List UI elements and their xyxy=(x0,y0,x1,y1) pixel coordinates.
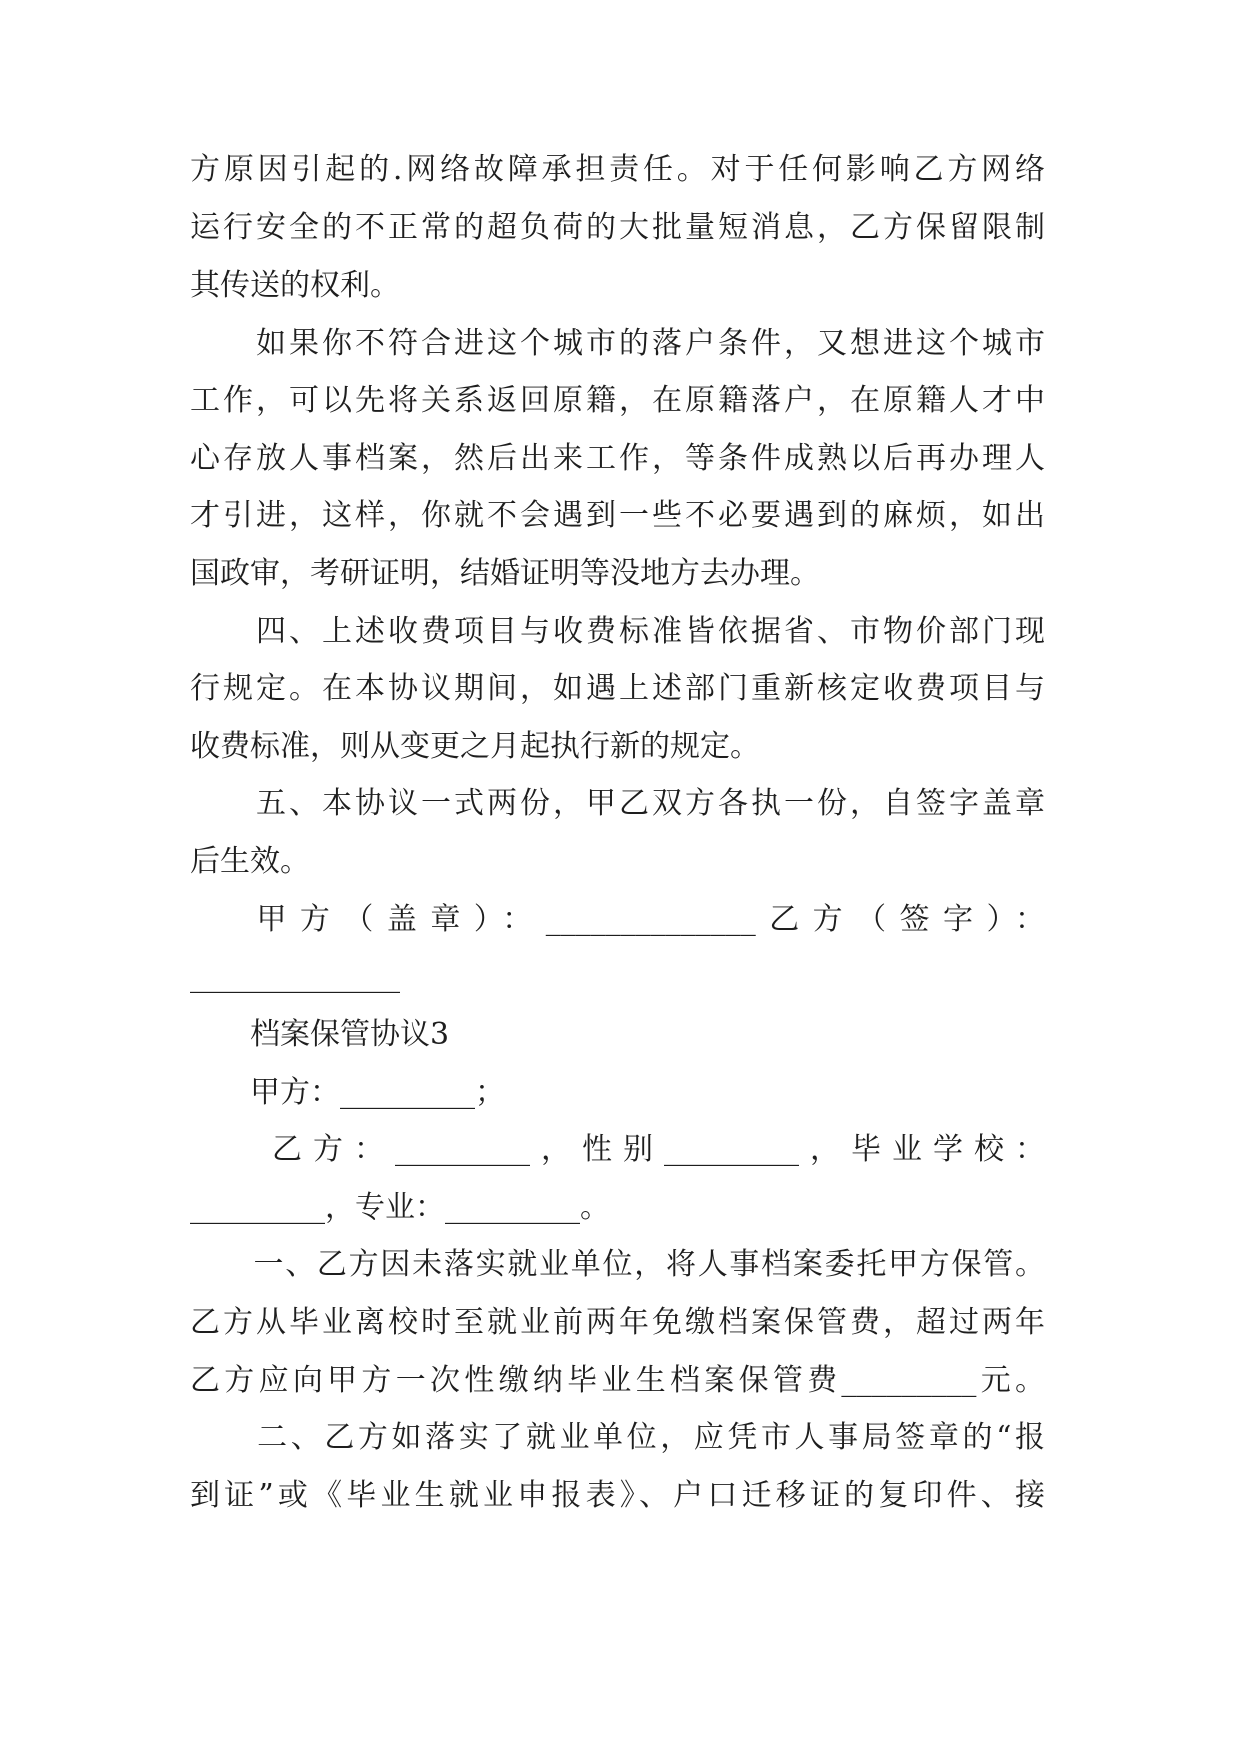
text-line: 后生效。 xyxy=(190,844,310,879)
text-line: 收费标准，则从变更之月起执行新的规定。 xyxy=(190,729,760,764)
text-line: 工作，可以先将关系返回原籍，在原籍落户，在原籍人才中 xyxy=(190,383,1045,418)
text-line: 乙方应向甲方一次性缴纳毕业生档案保管费_________元。 xyxy=(190,1363,1045,1398)
text-line: 四、上述收费项目与收费标准皆依据省、市物价部门现 xyxy=(190,614,1045,649)
text-line: 到证”或《毕业生就业申报表》、户口迁移证的复印件、接 xyxy=(190,1478,1045,1513)
text-line: 才引进，这样，你就不会遇到一些不必要遇到的麻烦，如出 xyxy=(190,498,1045,533)
text-line: 心存放人事档案，然后出来工作，等条件成熟以后再办理人 xyxy=(190,441,1045,476)
text-line: 二、乙方如落实了就业单位，应凭市人事局签章的“报 xyxy=(190,1420,1045,1455)
text-line: 乙方从毕业离校时至就业前两年免缴档案保管费，超过两年 xyxy=(190,1305,1045,1340)
text-line: 五、本协议一式两份，甲乙双方各执一份，自签字盖章 xyxy=(190,786,1045,821)
signature-blank: ______________ xyxy=(190,959,400,994)
text-line: 运行安全的不正常的超负荷的大批量短消息，乙方保留限制 xyxy=(190,210,1045,245)
party-a-line: 甲方：_________； xyxy=(190,1075,505,1110)
text-line: 国政审，考研证明，结婚证明等没地方去办理。 xyxy=(190,556,820,591)
section-title: 档案保管协议3 xyxy=(190,1017,450,1052)
major-line: _________，专业：_________。 xyxy=(190,1190,610,1225)
signature-line: 甲方（盖章）：______________乙方（签字）： xyxy=(190,902,1045,937)
text-line: 一、乙方因未落实就业单位，将人事档案委托甲方保管。 xyxy=(190,1247,1045,1282)
text-line: 行规定。在本协议期间，如遇上述部门重新核定收费项目与 xyxy=(190,671,1045,706)
party-b-line: 乙方：_________，性别_________，毕业学校： xyxy=(190,1132,1045,1167)
text-line: 如果你不符合进这个城市的落户条件，又想进这个城市 xyxy=(190,326,1045,361)
text-line: 方原因引起的.网络故障承担责任。对于任何影响乙方网络 xyxy=(190,152,1045,187)
text-line: 其传送的权利。 xyxy=(190,268,400,303)
